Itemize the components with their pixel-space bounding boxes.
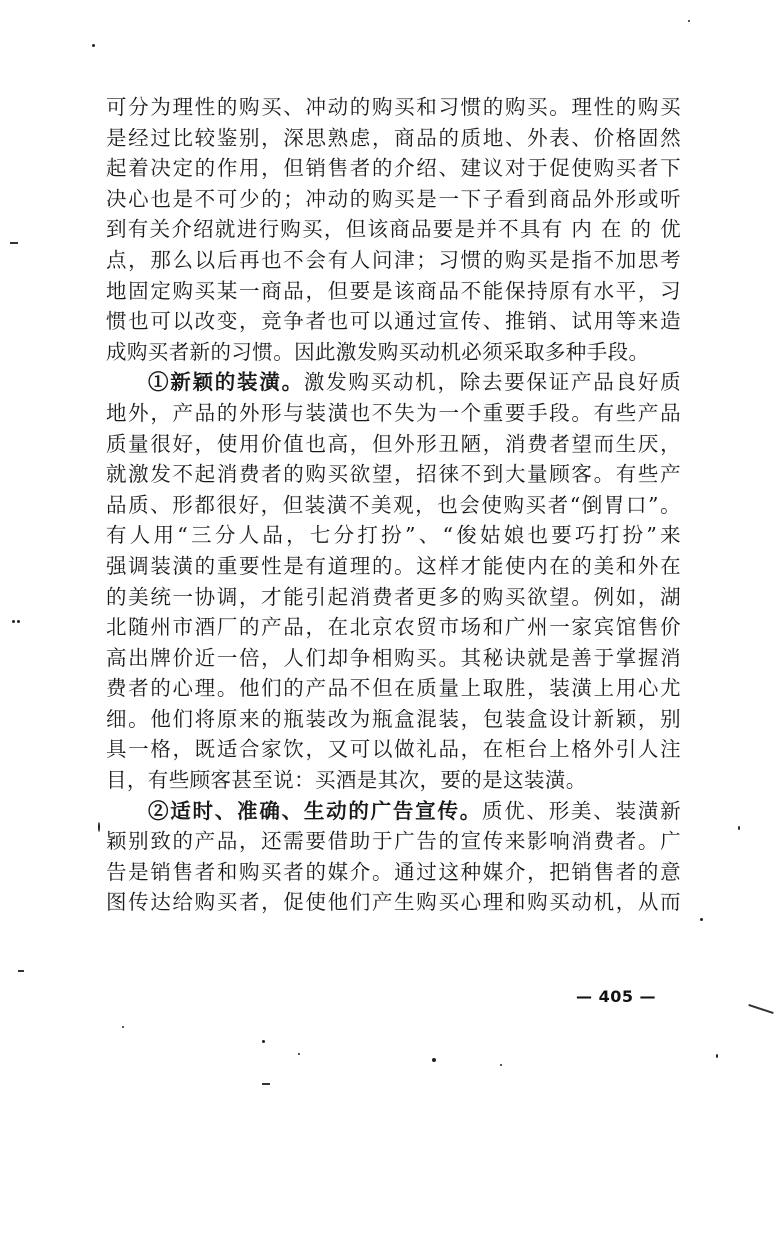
scan-speck <box>298 1053 300 1055</box>
text-line: 费者的心理。他们的产品不但在质量上取胜，装潢上用心尤 <box>106 676 681 701</box>
scan-mark <box>748 1004 773 1014</box>
text-line: 北随州市酒厂的产品，在北京农贸市场和广州一家宾馆售价 <box>106 615 681 640</box>
text-line: 到有关介绍就进行购买，但该商品要是并不具有 内 在 的 优 <box>106 217 681 242</box>
paragraph-2 <box>106 367 681 795</box>
scan-speck <box>92 44 95 47</box>
text-line: 高出牌价近一倍，人们却争相购买。其秘诀就是善于掌握消 <box>106 645 681 670</box>
text-line: 就激发不起消费者的购买欲望，招徕不到大量顾客。有些产 <box>106 462 681 487</box>
scan-mark <box>10 242 18 244</box>
scan-speck <box>700 918 703 921</box>
scan-speck <box>688 20 690 22</box>
text-line: 是经过比较鉴别，深思熟虑，商品的质地、外表、价格固然 <box>106 125 681 150</box>
text-line: 决心也是不可少的；冲动的购买是一下子看到商品外形或听 <box>106 186 681 211</box>
scan-speck <box>122 1026 124 1028</box>
text-line: 告是销售者和购买者的媒介。通过这种媒介，把销售者的意 <box>106 859 681 884</box>
paragraph-3 <box>106 796 681 918</box>
text-line: 具一格，既适合家饮，又可以做礼品，在柜台上格外引人注 <box>106 737 681 762</box>
scan-speck <box>12 620 15 623</box>
text-line: 图传达给购买者，促使他们产生购买心理和购买动机，从而 <box>106 890 681 915</box>
text-span: 质优、形美、装潢新 <box>481 798 681 823</box>
text-line <box>106 367 681 398</box>
text-line: 点，那么以后再也不会有人问津；习惯的购买是指不加思考 <box>106 247 681 272</box>
text-line: 品质、形都很好，但装潢不美观，也会使购买者“倒胃口”。 <box>106 492 681 517</box>
scan-speck <box>716 1054 718 1058</box>
text-line: 地固定购买某一商品，但要是该商品不能保持原有水平，习 <box>106 278 681 303</box>
text-line: 颖别致的产品，还需要借助于广告的宣传来影响消费者。广 <box>106 829 681 854</box>
text-line: 强调装潢的重要性是有道理的。这样才能使内在的美和外在 <box>106 553 681 578</box>
text-line: 的美统一协调，才能引起消费者更多的购买欲望。例如，湖 <box>106 584 681 609</box>
paragraph-1 <box>106 92 681 367</box>
text-line: 起着决定的作用，但销售者的介绍、建议对于促使购买者下 <box>106 156 681 181</box>
text-line: 地外，产品的外形与装潢也不失为一个重要手段。有些产品 <box>106 400 681 425</box>
scan-mark <box>18 970 24 972</box>
text-line: 惯也可以改变，竞争者也可以通过宣传、推销、试用等来造 <box>106 309 681 334</box>
text-line: 质量很好，使用价值也高，但外形丑陋，消费者望而生厌， <box>106 431 681 456</box>
text-line: 目，有些顾客甚至说：买酒是其次，要的是这装潢。 <box>106 768 587 793</box>
text-line: 有人用“三分人品，七分打扮”、“俊姑娘也要巧打扮”来 <box>106 523 681 548</box>
text-line <box>106 796 681 827</box>
scan-speck <box>98 822 100 832</box>
scan-mark <box>262 1083 270 1085</box>
scan-speck <box>432 1058 436 1062</box>
page-number: — 405 — <box>576 987 657 1006</box>
text-line: 可分为理性的购买、冲动的购买和习惯的购买。理性的购买 <box>106 95 681 119</box>
scan-speck <box>17 620 20 623</box>
section-heading: ①新颖的装潢。 <box>148 370 304 395</box>
scan-speck <box>738 826 740 830</box>
text-span: 激发购买动机，除去要保证产品良好质 <box>303 370 681 395</box>
text-line: 细。他们将原来的瓶装改为瓶盒混装，包装盒设计新颖，别 <box>106 706 681 731</box>
scan-speck <box>500 1064 502 1066</box>
scan-speck <box>262 1040 265 1043</box>
section-heading: ②适时、准确、生动的广告宣传。 <box>148 798 482 823</box>
body-text <box>106 92 681 918</box>
text-line: 成购买者新的习惯。因此激发购买动机必须采取多种手段。 <box>106 339 650 364</box>
